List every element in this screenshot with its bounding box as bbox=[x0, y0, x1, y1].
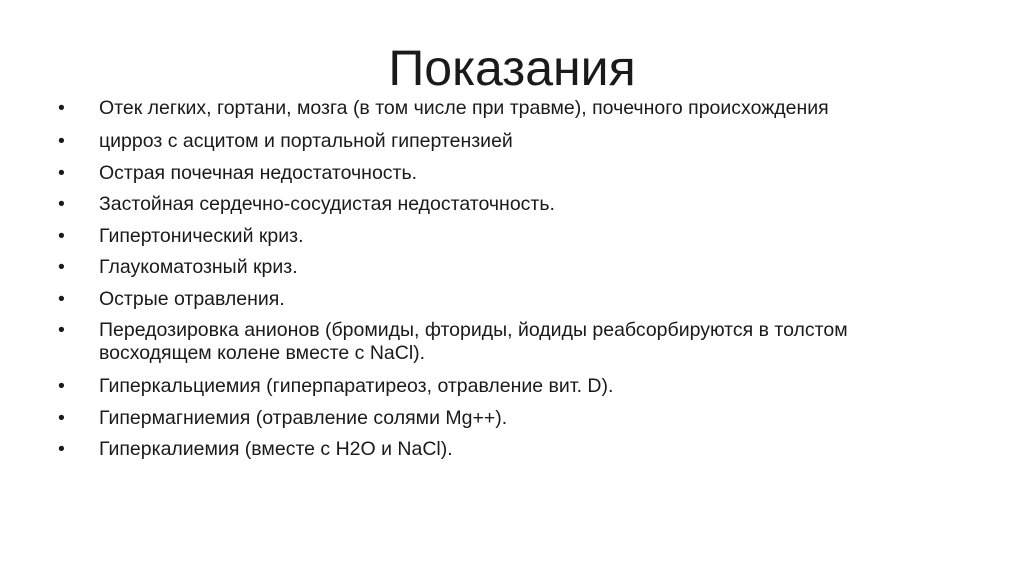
list-item bbox=[58, 162, 938, 185]
bullet-icon: • bbox=[58, 256, 65, 278]
list-item-text: Гипермагниемия (отравление солями Mg++). bbox=[99, 406, 508, 429]
list-item-text: Острая почечная недостаточность. bbox=[99, 161, 418, 184]
list-item bbox=[58, 193, 938, 216]
list-item bbox=[58, 375, 938, 398]
list-item-text: Гиперкальциемия (гиперпаратиреоз, отравление вит. D). bbox=[99, 375, 614, 397]
bullet-icon: • bbox=[58, 319, 65, 341]
bullet-icon: • bbox=[58, 224, 65, 247]
slide-title: Показания bbox=[388, 40, 636, 96]
bullet-icon: • bbox=[58, 130, 65, 152]
list-item-text: Острые отравления. bbox=[99, 287, 285, 310]
list-item-text: Передозировка анионов (бромиды, фториды, йодиды реабсорбируются в толстом восходящем колене вместе с NaCl). bbox=[99, 319, 848, 364]
bullet-icon: • bbox=[58, 406, 65, 429]
bullet-icon: • bbox=[58, 161, 65, 184]
bullet-icon: • bbox=[58, 375, 65, 397]
bullet-icon: • bbox=[58, 97, 65, 119]
list-item-text: Гипертонический криз. bbox=[99, 224, 304, 247]
list-item bbox=[58, 407, 938, 430]
list-item-text: цирроз с асцитом и портальной гипертензией bbox=[99, 130, 513, 152]
bullet-icon: • bbox=[58, 438, 65, 460]
indications-list bbox=[58, 97, 938, 470]
list-item bbox=[58, 97, 938, 120]
list-item bbox=[58, 130, 938, 153]
list-item-text: Застойная сердечно-сосудистая недостаточность. bbox=[99, 193, 555, 215]
list-item bbox=[58, 225, 938, 248]
list-item-text: Глаукоматозный криз. bbox=[99, 256, 298, 278]
bullet-icon: • bbox=[58, 287, 65, 310]
list-item bbox=[58, 256, 938, 279]
list-item bbox=[58, 319, 938, 365]
list-item bbox=[58, 438, 938, 461]
bullet-icon: • bbox=[58, 193, 65, 215]
list-item-text: Гиперкалиемия (вместе с H2O и NaCl). bbox=[99, 438, 453, 460]
list-item bbox=[58, 288, 938, 311]
list-item-text: Отек легких, гортани, мозга (в том числе при травме), почечного происхождения bbox=[99, 97, 829, 119]
